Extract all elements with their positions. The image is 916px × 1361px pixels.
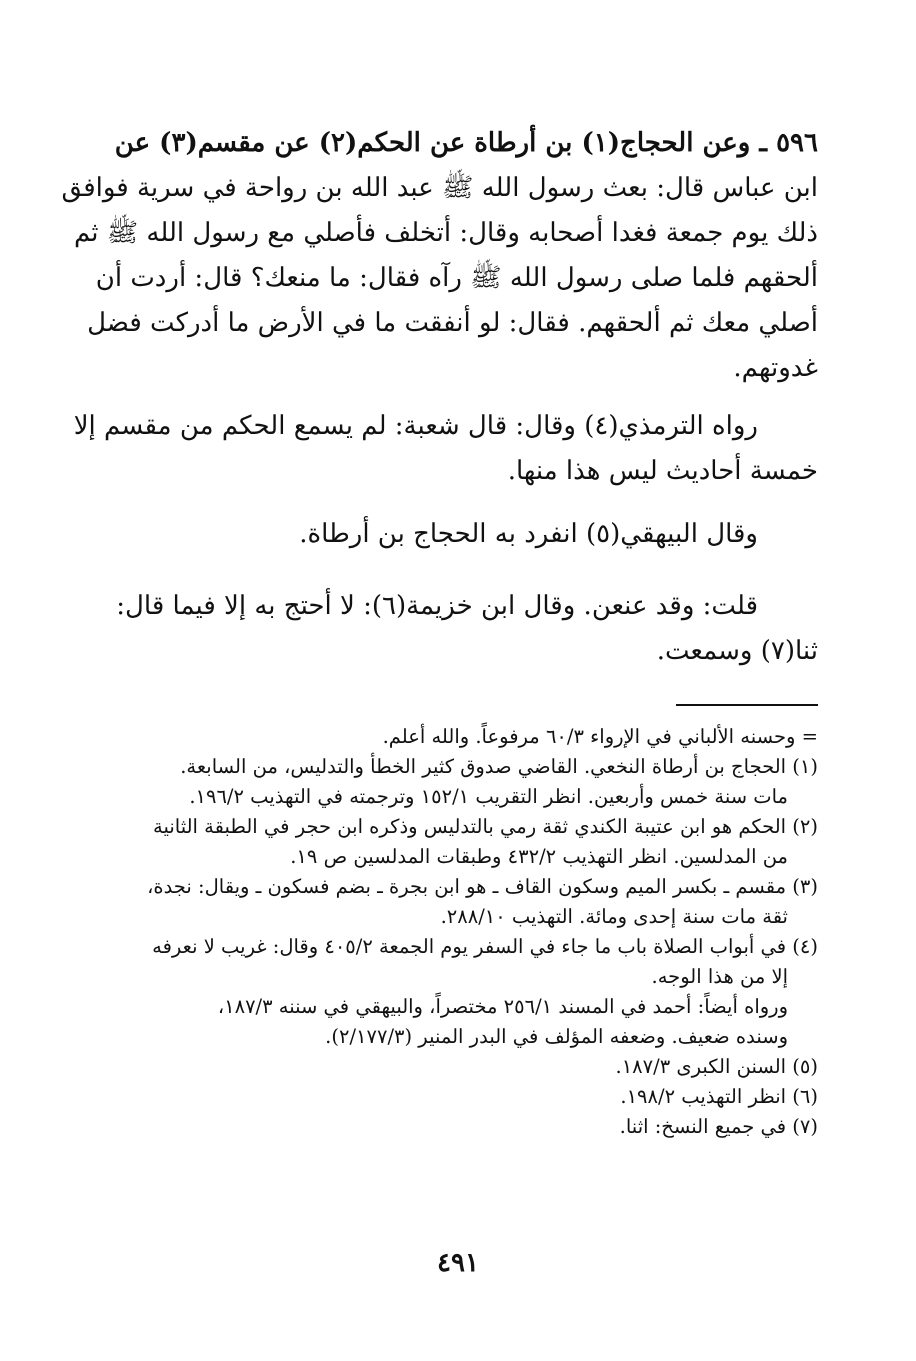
- narration-line: خمسة أحاديث ليس هذا منها.: [507, 456, 818, 486]
- hadith-text: [61, 121, 818, 391]
- hadith-line: غدوتهم.: [733, 353, 818, 383]
- footnote-line: (١) الحجاج بن أرطاة النخعي. القاضي صدوق كثير الخطأ والتدليس، من السابعة.: [180, 755, 818, 778]
- footnote-line: من المدلسين. انظر التهذيب ٤٣٢/٢ وطبقات المدلسين ص ١٩.: [290, 845, 788, 868]
- footnote-line: (٢) الحكم هو ابن عتيبة الكندي ثقة رمي بالتدليس وذكره ابن حجر في الطبقة الثانية: [153, 815, 818, 838]
- hadith-line: ابن عباس قال: بعث رسول الله ﷺ عبد الله بن رواحة في سرية فوافق: [61, 173, 818, 203]
- comment-paragraph: [116, 584, 818, 674]
- footnote-line: ورواه أيضاً: أحمد في المسند ٢٥٦/١ مختصراً، والبيهقي في سننه ١٨٧/٣،: [217, 995, 788, 1018]
- narration-line: رواه الترمذي(٤) وقال: قال شعبة: لم يسمع الحكم من مقسم إلا: [73, 411, 758, 441]
- narration-paragraph: [73, 404, 818, 494]
- bayhaqi-line: وقال البيهقي(٥) انفرد به الحجاج بن أرطاة.: [299, 519, 758, 549]
- hadith-line: ٥٩٦ ـ وعن الحجاج(١) بن أرطاة عن الحكم(٢) عن مقسم(٣) عن: [114, 128, 818, 158]
- hadith-line: أصلي معك ثم ألحقهم. فقال: لو أنفقت ما في الأرض ما أدركت فضل: [87, 308, 818, 338]
- footnotes: [128, 722, 818, 1142]
- footnote-line: وسنده ضعيف. وضعفه المؤلف في البدر المنير (٢/١٧٧/٣).: [325, 1025, 788, 1048]
- page-number: ٤٩١: [437, 1248, 479, 1278]
- comment-line: ثنا(٧) وسمعت.: [656, 636, 818, 666]
- footnote-line: (٦) انظر التهذيب ١٩٨/٢.: [620, 1085, 818, 1108]
- footnote-line: مات سنة خمس وأربعين. انظر التقريب ١٥٢/١ وترجمته في التهذيب ١٩٦/٢.: [189, 785, 788, 808]
- comment-line: قلت: وقد عنعن. وقال ابن خزيمة(٦): لا أحتج به إلا فيما قال:: [116, 591, 758, 621]
- bayhaqi-paragraph: [128, 512, 818, 557]
- footnote-line: = وحسنه الألباني في الإرواء ٦٠/٣ مرفوعاً. والله أعلم.: [382, 725, 818, 748]
- hadith-line: ألحقهم فلما صلى رسول الله ﷺ رآه فقال: ما منعك؟ قال: أردت أن: [95, 263, 818, 293]
- footnote-line: (٤) في أبواب الصلاة باب ما جاء في السفر يوم الجمعة ٤٠٥/٢ وقال: غريب لا نعرفه: [152, 935, 818, 958]
- footnote-line: (٥) السنن الكبرى ١٨٧/٣.: [615, 1055, 818, 1078]
- footnote-line: ثقة مات سنة إحدى ومائة. التهذيب ٢٨٨/١٠.: [440, 905, 788, 928]
- footnote-line: (٧) في جميع النسخ: اثنا.: [619, 1115, 818, 1138]
- footnote-separator: [676, 704, 818, 706]
- footnote-line: إلا من هذا الوجه.: [651, 965, 788, 988]
- hadith-line: ذلك يوم جمعة فغدا أصحابه وقال: أتخلف فأصلي مع رسول الله ﷺ ثم: [73, 218, 818, 248]
- footnote-line: (٣) مقسم ـ بكسر الميم وسكون القاف ـ هو ابن بجرة ـ بضم فسكون ـ ويقال: نجدة،: [147, 875, 818, 898]
